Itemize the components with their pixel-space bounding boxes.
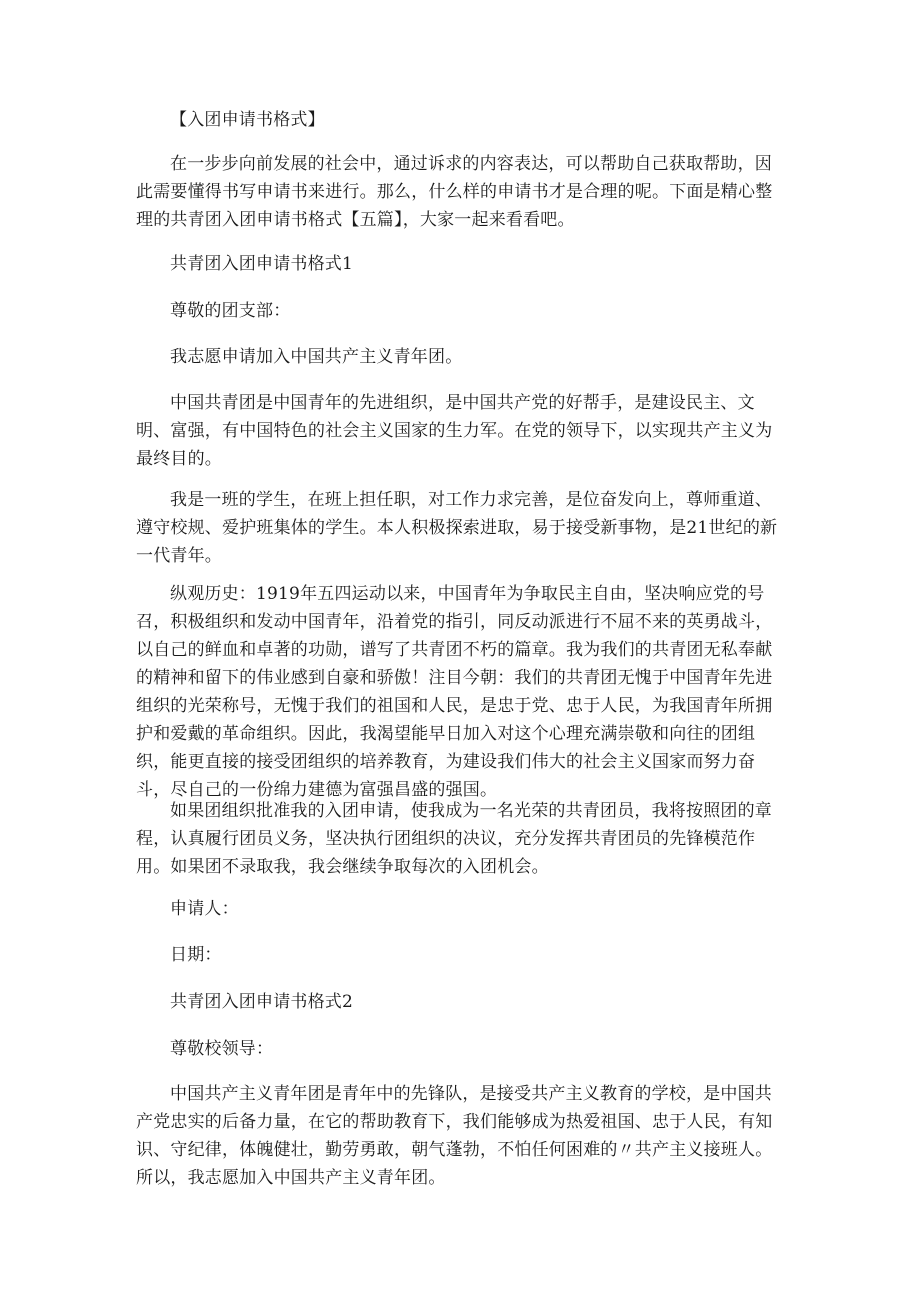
letter1-paragraph-3: 我是一班的学生，在班上担任职，对工作力求完善，是位奋发向上，尊师重道、遵守校规、爱护班集体的学生。本人积极探索进取，易于接受新事物，是21世纪的新一代青年。 [136, 490, 778, 566]
letter1-date: 日期： [170, 945, 222, 965]
letter2-paragraph-1: 中国共产主义青年团是青年中的先锋队，是接受共产主义教育的学校，是中国共产党忠实的后备力量，在它的帮助教育下，我们能够成为热爱祖国、忠于人民，有知识、守纪律，体魄健壮，勤劳勇敢，朝气蓬勃，不怕任何困难的〃共产主义接班人。所以，我志愿加入中国共产主义青年团。 [136, 1084, 773, 1188]
letter1-paragraph-1: 我志愿申请加入中国共产主义青年团。 [170, 347, 463, 367]
letter2-heading: 共青团入团申请书格式2 [170, 992, 354, 1012]
document-title: 【入团申请书格式】 [170, 110, 325, 130]
letter1-applicant: 申请人： [170, 899, 239, 919]
letter1-salutation: 尊敬的团支部： [170, 301, 291, 321]
letter1-heading: 共青团入团申请书格式1 [170, 254, 354, 274]
letter1-paragraph-5: 如果团组织批准我的入团申请，使我成为一名光荣的共青团员，我将按照团的章程，认真履行团员义务，坚决执行团组织的决议，充分发挥共青团员的先锋模范作用。如果团不录取我，我会继续争取每次的入团机会。 [136, 801, 772, 877]
letter2-salutation: 尊敬校领导： [170, 1039, 274, 1059]
letter1-paragraph-4: 纵观历史：1919年五四运动以来，中国青年为争取民主自由，坚决响应党的号召，积极组织和发动中国青年，沿着党的指引，同反动派进行不屈不来的英勇战斗，以自己的鲜血和卓著的功勋，谱写了共青团不朽的篇章。我为我们的共青团无私奉献的精神和留下的伟业感到自豪和骄傲！注目今朝：我们的共青团无愧于中国青年先进组织的光荣称号，无愧于我们的祖国和人民，是忠于党、忠于人民，为我国青年所拥护和爱戴的革命组织。因此，我渴望能早日加入对这个心理充满崇敬和向往的团组织，能更直接的接受团组织的培养教育，为建设我们伟大的社会主义国家而努力奋斗，尽自己的一份绵力建德为富强昌盛的强国。 [136, 584, 773, 800]
letter1-paragraph-2: 中国共青团是中国青年的先进组织，是中国共产党的好帮手，是建设民主、文明、富强，有中国特色的社会主义国家的生力军。在党的领导下，以实现共产主义为最终目的。 [136, 393, 773, 469]
intro-paragraph: 在一步步向前发展的社会中，通过诉求的内容表达，可以帮助自己获取帮助，因此需要懂得书写申请书来进行。那么，什么样的申请书才是合理的呢。下面是精心整理的共青团入团申请书格式【五篇】，大家一起来看看吧。 [136, 154, 773, 230]
